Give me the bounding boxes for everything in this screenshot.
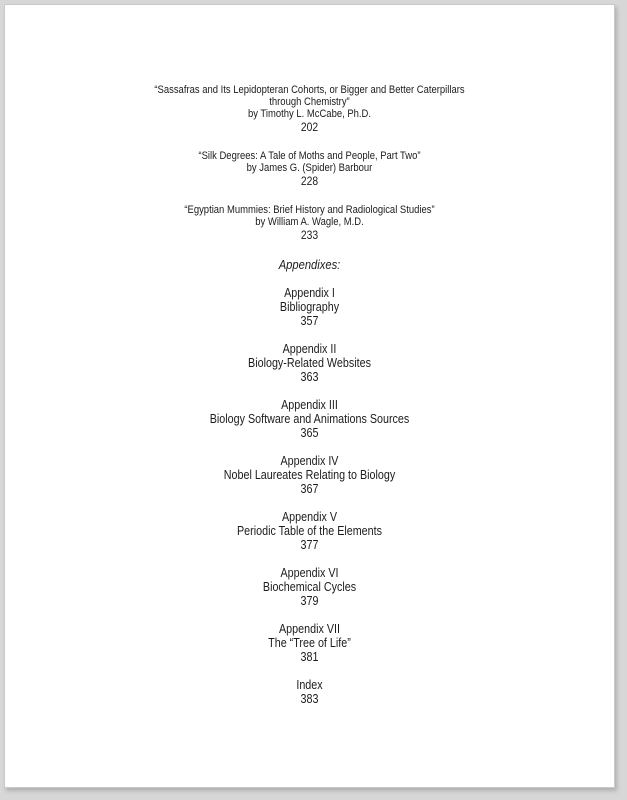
page-number: 363	[300, 370, 319, 384]
appendix-title: Periodic Table of the Elements	[236, 524, 383, 538]
page-number: 367	[300, 482, 319, 496]
essay-title-line: through Chemistry”	[269, 96, 350, 108]
appendix-title: Biology Software and Animations Sources	[209, 412, 410, 426]
page-number: 381	[300, 650, 319, 664]
appendix-title: The “Tree of Life”	[268, 636, 351, 650]
page-number: 365	[300, 426, 319, 440]
page-number: 228	[300, 174, 319, 188]
appendix-title: Biology-Related Websites	[248, 356, 371, 370]
toc-entry-appendix-2	[48, 342, 572, 384]
toc-entry-essay-3	[48, 204, 572, 242]
appendix-title: Bibliography	[279, 300, 340, 314]
toc-entry-appendix-7	[48, 622, 572, 664]
appendix-title: Biochemical Cycles	[262, 580, 357, 594]
appendix-label: Appendix VI	[280, 566, 339, 580]
appendix-label: Appendix IV	[280, 454, 339, 468]
toc-entry-essay-2	[48, 150, 572, 188]
document-page	[4, 4, 615, 788]
essay-author: by James G. (Spider) Barbour	[246, 162, 373, 174]
toc-entry-index	[48, 678, 572, 706]
appendix-label: Appendix VII	[279, 622, 340, 636]
essay-title-line: “Silk Degrees: A Tale of Moths and People, Part Two”	[198, 150, 421, 162]
appendix-label: Appendix I	[284, 286, 335, 300]
page-number: 377	[300, 538, 319, 552]
essay-author: by William A. Wagle, M.D.	[255, 216, 364, 228]
appendix-title: Nobel Laureates Relating to Biology	[223, 468, 396, 482]
page-number: 202	[300, 120, 319, 134]
toc-entry-appendix-1	[48, 286, 572, 328]
appendix-label: Appendix III	[281, 398, 338, 412]
appendix-label: Appendix II	[282, 342, 337, 356]
page-number: 379	[300, 594, 319, 608]
appendix-label: Appendix V	[282, 510, 337, 524]
appendixes-heading: Appendixes:	[278, 257, 341, 272]
page-number: 233	[300, 228, 319, 242]
essay-title-line: “Sassafras and Its Lepidopteran Cohorts, or Bigger and Better Caterpillars	[154, 84, 465, 96]
toc-entry-appendix-3	[48, 398, 572, 440]
toc-entry-essay-1	[48, 84, 572, 134]
toc-entry-appendix-6	[48, 566, 572, 608]
toc-entry-appendix-5	[48, 510, 572, 552]
essay-title-line: “Egyptian Mummies: Brief History and Radiological Studies”	[184, 204, 435, 216]
page-number: 383	[300, 692, 319, 706]
page-number: 357	[300, 314, 319, 328]
index-title: Index	[296, 678, 323, 692]
toc-entry-appendix-4	[48, 454, 572, 496]
table-of-contents	[48, 84, 572, 720]
essay-author: by Timothy L. McCabe, Ph.D.	[247, 108, 372, 120]
